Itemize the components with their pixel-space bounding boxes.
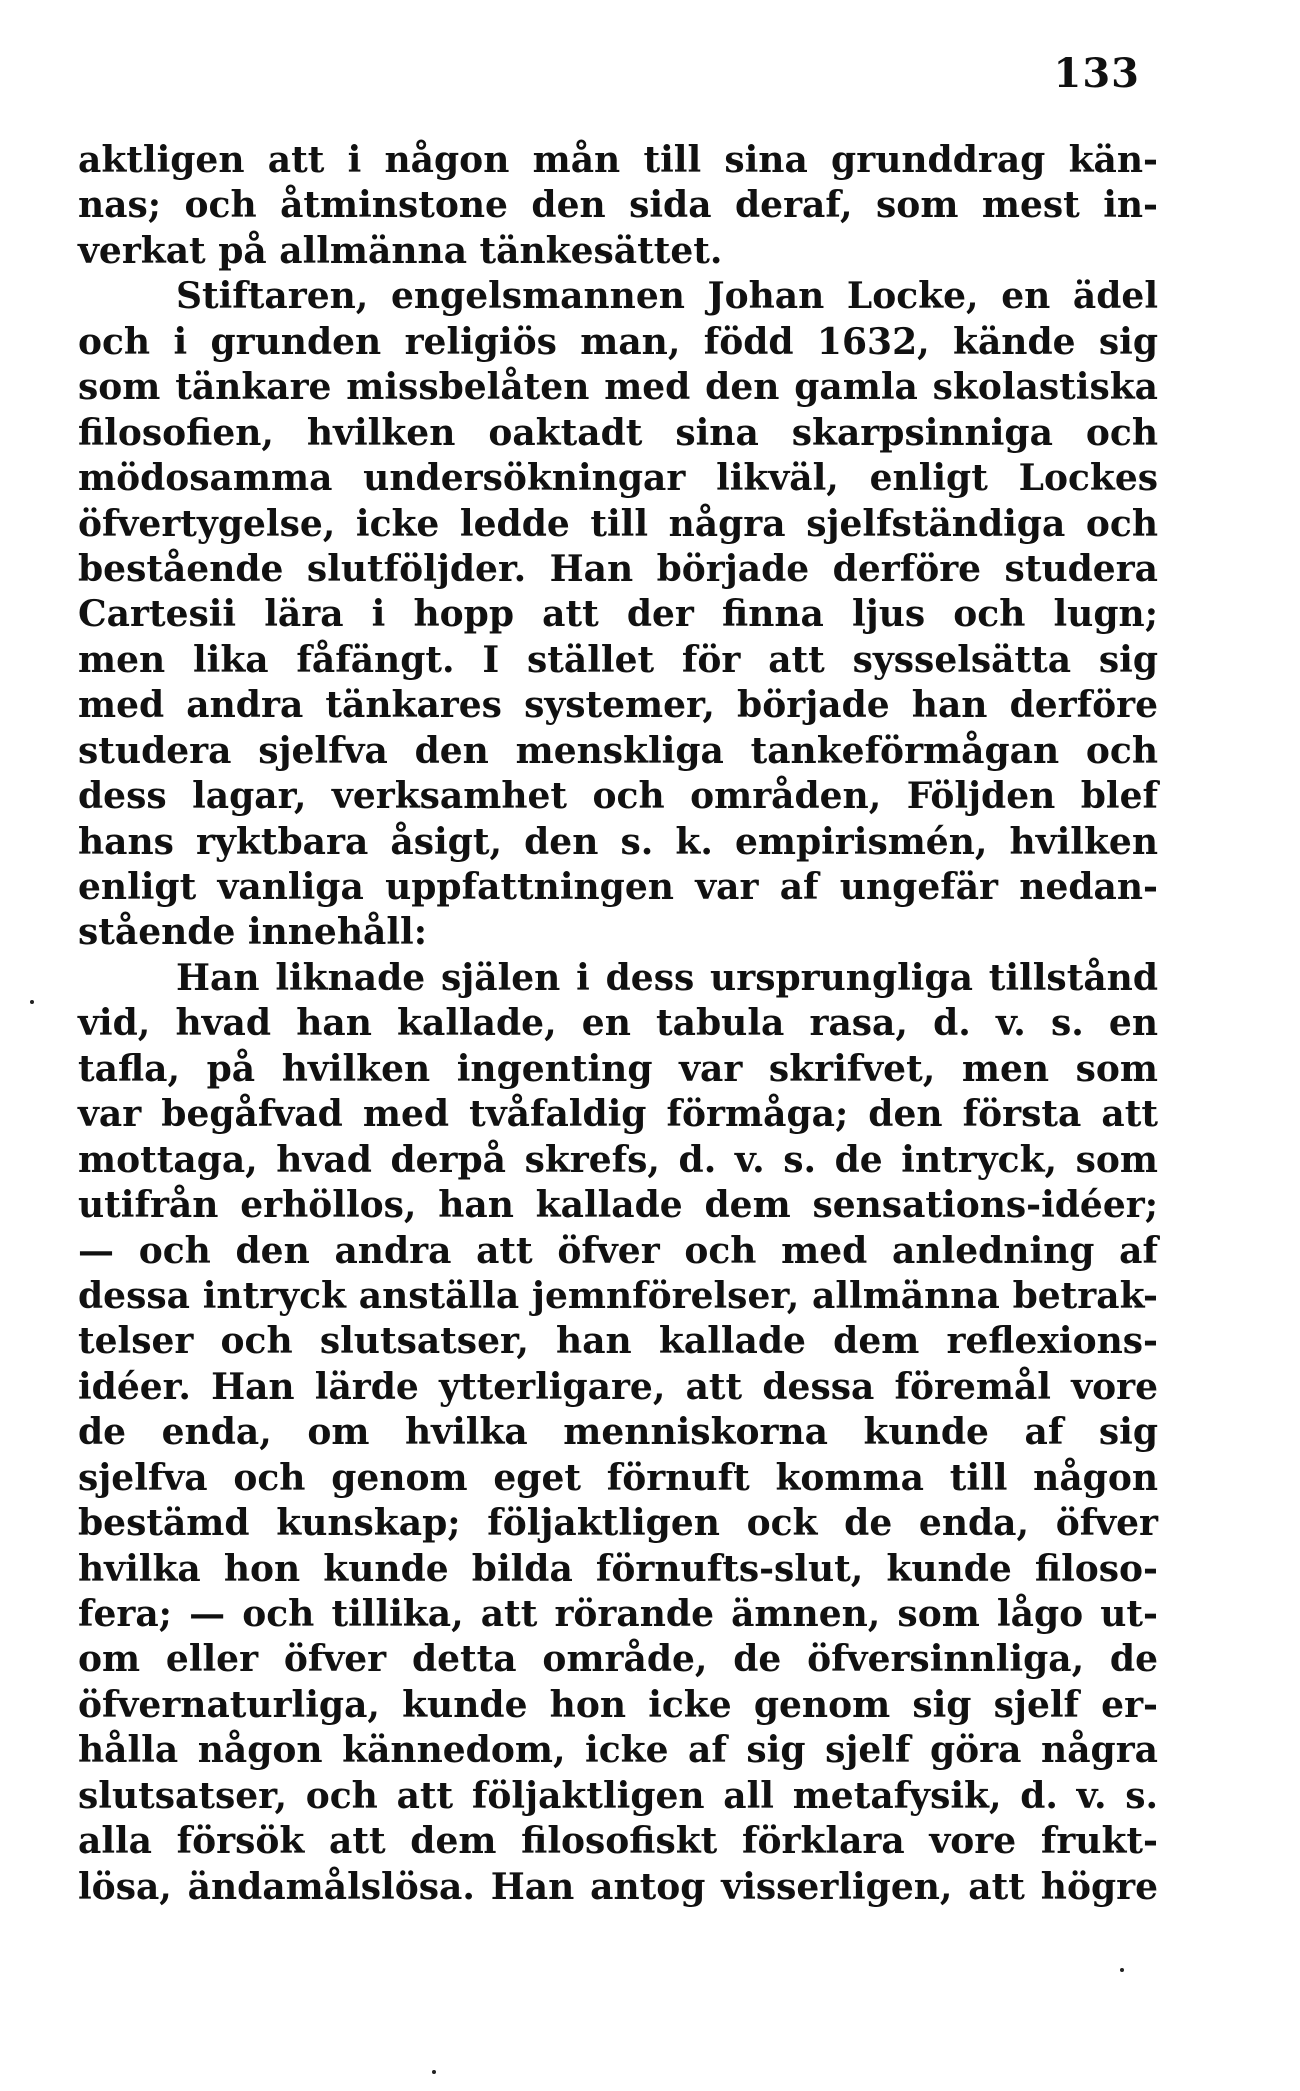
print-speck (30, 1000, 34, 1004)
print-speck (1120, 1968, 1124, 1972)
text-line: om eller öfver detta område, de öfversinnliga, de (78, 1638, 1158, 1681)
text-line: öfvertygelse, icke ledde till några sjelfständiga och (78, 502, 1158, 545)
text-line: filosofien, hvilken oaktadt sina skarpsinniga och (78, 411, 1158, 454)
text-line: öfvernaturliga, kunde hon icke genom sig sjelf er- (78, 1683, 1158, 1726)
text-line: bestående slutföljder. Han började derföre studera (78, 547, 1158, 590)
text-line: verkat på allmänna tänkesättet. (78, 229, 723, 272)
text-line: var begåfvad med tvåfaldig förmåga; den första att (78, 1093, 1158, 1136)
text-line: vid, hvad han kallade, en tabula rasa, d. v. s. en (78, 1002, 1158, 1045)
text-line: Cartesii lära i hopp att der finna ljus och lugn; (78, 593, 1158, 636)
print-speck (432, 2070, 436, 2074)
text-line: idéer. Han lärde ytterligare, att dessa föremål vore (78, 1365, 1158, 1408)
text-line: stående innehåll: (78, 911, 427, 954)
text-line: mödosamma undersökningar likväl, enligt Lockes (78, 457, 1158, 500)
text-line: lösa, ändamålslösa. Han antog visserligen, att högre (78, 1865, 1158, 1908)
text-line: mottaga, hvad derpå skrefs, d. v. s. de intryck, som (78, 1138, 1158, 1181)
text-line: dess lagar, verksamhet och områden, Följden blef (78, 775, 1158, 818)
text-line: tafla, på hvilken ingenting var skrifvet, men som (78, 1047, 1158, 1090)
text-line: och i grunden religiös man, född 1632, kände sig (78, 320, 1158, 363)
text-line: Han liknade själen i dess ursprungliga tillstånd (176, 956, 1158, 999)
page-number: 133 (1053, 50, 1140, 97)
text-line: sjelfva och genom eget förnuft komma till någon (78, 1456, 1158, 1499)
text-line: Stiftaren, engelsmannen Johan Locke, en ädel (176, 275, 1158, 318)
text-line: telser och slutsatser, han kallade dem reflexions- (78, 1320, 1158, 1363)
text-line: fera; — och tillika, att rörande ämnen, som lågo ut- (78, 1593, 1158, 1635)
text-line: hvilka hon kunde bilda förnufts-slut, kunde filoso- (78, 1547, 1158, 1590)
text-line: utifrån erhöllos, han kallade dem sensations-idéer; (78, 1184, 1158, 1227)
text-line: bestämd kunskap; följaktligen ock de enda, öfver (78, 1502, 1158, 1545)
text-line: studera sjelfva den menskliga tankeförmågan och (78, 729, 1158, 772)
text-line: som tänkare missbelåten med den gamla skolastiska (78, 366, 1158, 409)
text-line: hans ryktbara åsigt, den s. k. empirismén, hvilken (78, 820, 1158, 863)
text-line: slutsatser, och att följaktligen all metafysik, d. v. s. (78, 1774, 1158, 1817)
text-line: dessa intryck anställa jemnförelser, allmänna betrak- (78, 1274, 1158, 1317)
text-line: alla försök att dem filosofiskt förklara vore frukt- (78, 1820, 1158, 1863)
text-line: men lika fåfängt. I stället för att sysselsätta sig (78, 638, 1158, 681)
text-line: nas; och åtminstone den sida deraf, som mest in- (78, 184, 1158, 227)
text-line: — och den andra att öfver och med anledning af (78, 1229, 1158, 1272)
text-line: med andra tänkares systemer, började han derföre (78, 684, 1158, 727)
text-line: hålla någon kännedom, icke af sig sjelf göra några (78, 1729, 1158, 1772)
text-line: aktligen att i någon mån till sina grunddrag kän- (78, 139, 1158, 181)
text-line: de enda, om hvilka menniskorna kunde af sig (78, 1411, 1158, 1454)
body-text (78, 138, 1158, 1910)
text-line: enligt vanliga uppfattningen var af ungefär nedan- (78, 866, 1158, 908)
